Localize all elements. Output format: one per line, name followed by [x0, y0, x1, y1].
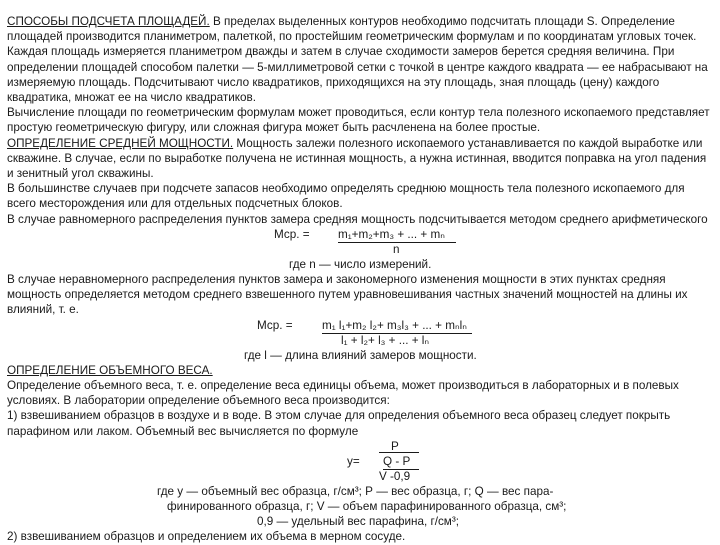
paragraph-geometry: Вычисление площади по геометрическим формулам может проводиться, если контур тела полезного ископаемого представляет простую геометрическую фигуру, или сложная фигура может быть расчленена на более простые.: [7, 106, 710, 135]
paragraph-weighted: В случае неравномерного распределения пунктов замера и закономерного изменения мощности в этих пунктах средняя мощность определяется методом среднего взвешенного путем уравновешивания частных значений мощностей на длины их влияний, т. е.: [7, 273, 688, 317]
formula3-lhs: y=: [347, 454, 360, 468]
thickness-text: Мощность залежи полезного ископаемого устанавливается по каждой выработке или скважине. В случае, если по выработке получена не истинная мощность, а нужна истинная, вводится поправка на угол падения и зенитный угол скважины.: [7, 136, 707, 181]
formula1-denominator: n: [393, 242, 400, 256]
formula2-note: где l — длина влияний замеров мощности.: [244, 348, 477, 362]
formula3-denominator: V -0,9: [379, 469, 411, 483]
formula3-middle: Q - P: [383, 454, 419, 470]
formula1-numerator: m₁+m₂+m₃ + ... + mₙ: [338, 227, 456, 243]
formula2-denominator: l₁ + l₂+ l₃ + ... + lₙ: [341, 333, 430, 347]
formula-arithmetic-mean: [7, 227, 710, 257]
formula3-numerator: P: [391, 439, 399, 453]
formula1-lhs: Мср. =: [274, 227, 310, 241]
paragraph-volume: Определение объемного веса, т. е. определение веса единицы объема, может производиться в лабораторных и в полевых условиях. В лаборатории определение объемного веса производится:: [7, 379, 679, 408]
formula-volume-weight: [7, 439, 710, 484]
heading-area-calculation: СПОСОБЫ ПОДСЧЕТА ПЛОЩАДЕЙ.: [7, 15, 210, 28]
list-item-2: 2) взвешиванием образцов и определением их объема в мерном сосуде.: [7, 530, 406, 544]
formula1-note: где n — число измерений.: [289, 257, 432, 271]
paragraph-areas: [7, 14, 710, 105]
list-item-1: 1) взвешиванием образцов в воздухе и в воде. В этом случае для определения объемного веса образец следует покрыть парафином или лаком. Объемный вес вычисляется по формуле: [7, 409, 671, 438]
heading-volume-weight: ОПРЕДЕЛЕНИЕ ОБЪЕМНОГО ВЕСА.: [7, 363, 213, 377]
paragraph-thickness-3: В случае равномерного распределения пунктов замера средняя мощность подсчитывается методом среднего арифметического: [7, 212, 708, 226]
paragraph-thickness-2: В большинстве случаев при подсчете запасов необходимо определять среднюю мощность тела полезного ископаемого для всего месторождения или для отдельных подсчетных блоков.: [7, 182, 685, 211]
formula3-note-2: финированного образца, г; V — объем парафинированного образца, см³;: [167, 500, 567, 514]
paragraph-thickness: [7, 136, 710, 182]
formula3-note-3: 0,9 — удельный вес парафина, г/см³;: [257, 515, 459, 529]
formula2-numerator: m₁ l₁+m₂ l₂+ m₃l₃ + ... + mₙlₙ: [322, 318, 472, 334]
heading-average-thickness: ОПРЕДЕЛЕНИЕ СРЕДНЕЙ МОЩНОСТИ.: [7, 136, 234, 150]
formula-weighted-mean: [7, 318, 710, 348]
formula3-top-line: [379, 437, 419, 453]
formula3-note-1: где у — объемный вес образца, г/см³; Р — вес образца, г; Q — вес пара-: [157, 484, 554, 498]
areas-text: В пределах выделенных контуров необходимо подсчитать площади S. Определение площадей производится планиметром, палеткой, по простейшим геометрическим формулам и по координатам угловых точек. Каждая площадь измеряется планиметром дважды и затем в случае сходимости замеров берется средняя величина. При определении площадей способом палетки — 5-миллиметровой сетки с точкой в центре каждого квадрата — ее набрасывают на измеряемую площадь. Подсчитывают число квадратиков, приходящихся на эту площадь, зная площадь (цену) каждого квадратика, множат ее на число квадратиков.: [7, 15, 708, 105]
heading-volume-weight-line: [7, 363, 710, 378]
formula2-lhs: Мср. =: [257, 318, 293, 332]
